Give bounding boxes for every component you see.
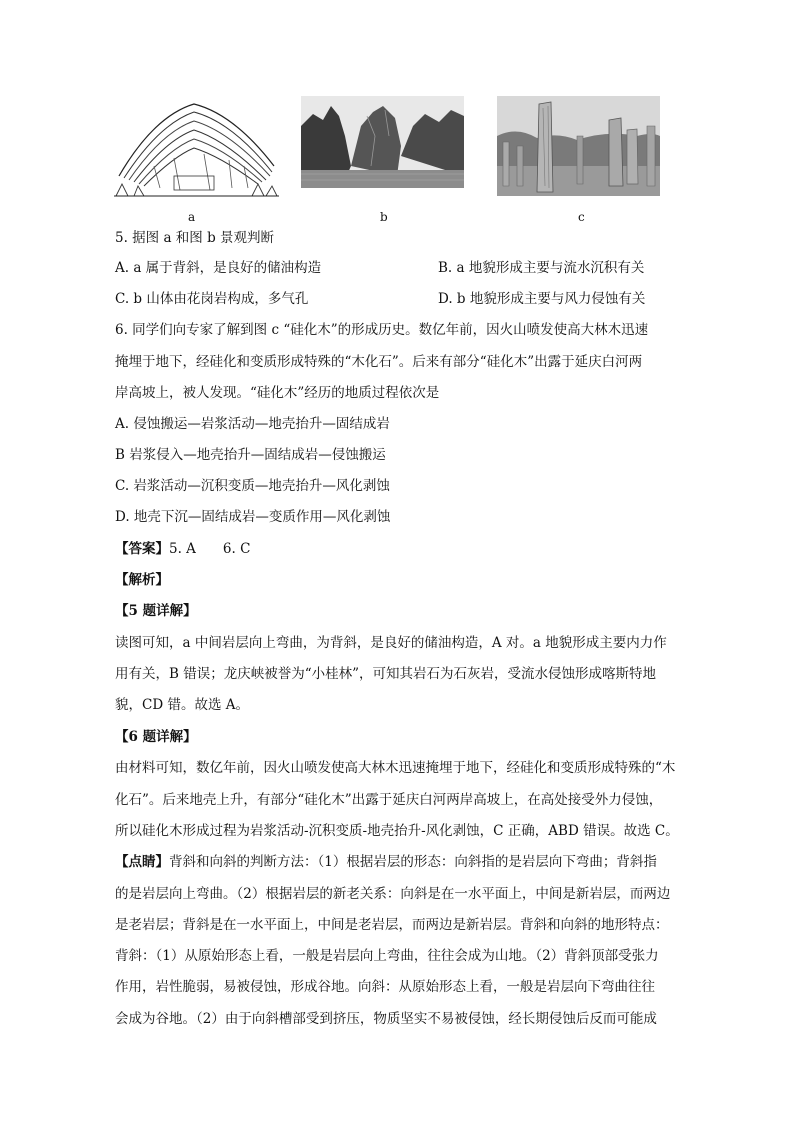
detail-6-label: 【6 题详解】 <box>115 729 197 745</box>
tip-line3: 是老岩层；背斜是在一水平面上，中间是老岩层，而两边是新岩层。背斜和向斜的地形特点： <box>115 917 669 933</box>
tip-line4: 背斜：（1）从原始形态上看，一般是岩层向上弯曲，往往会成为山地。（2）背斜顶部受张力 <box>115 948 659 964</box>
q5-option-a: A. a 属于背斜，是良好的储油构造 <box>115 260 322 276</box>
tip-line6: 会成为谷地。（2）由于向斜槽部受到挤压，物质坚实不易被侵蚀，经长期侵蚀后反而可能成 <box>115 1011 657 1027</box>
q6-option-a: A. 侵蚀搬运—岩浆活动—地壳抬升—固结成岩 <box>115 416 390 432</box>
q6-option-d: D. 地壳下沉—固结成岩—变质作用—风化剥蚀 <box>115 509 391 525</box>
tip-line5: 作用，岩性脆弱，易被侵蚀，形成谷地。向斜：从原始形态上看，一般是岩层向下弯曲往往 <box>115 979 655 995</box>
detail-6-line2: 化石”。后来地壳上升，有部分“硅化木”出露于延庆白河两岸高坡上，在高处接受外力侵蚀， <box>115 792 663 808</box>
detail-5-line2: 用有关，B 错误；龙庆峡被誉为“小桂林”，可知其岩石为石灰岩，受流水侵蚀形成喀斯特地 <box>115 666 657 682</box>
answer-label: 【答案】 <box>115 541 169 557</box>
detail-5-label: 【5 题详解】 <box>115 603 197 619</box>
figure-a-anticline <box>114 96 279 198</box>
detail-5-line1: 读图可知，a 中间岩层向上弯曲，为背斜，是良好的储油构造，A 对。a 地貌形成主要内力作 <box>115 635 667 651</box>
figure-c-caption: c <box>578 210 585 224</box>
figure-b-gorge-photo <box>301 96 464 188</box>
tip-text-line1: 背斜和向斜的判断方法：（1）根据岩层的形态：向斜指的是岩层向下弯曲；背斜指 <box>169 854 657 870</box>
q6-stem-line3: 岸高坡上，被人发现。“硅化木”经历的地质过程依次是 <box>115 385 440 401</box>
figure-a-caption: a <box>188 210 196 224</box>
q6-option-c: C. 岩浆活动—沉积变质—地壳抬升—风化剥蚀 <box>115 478 390 494</box>
q5-option-c: C. b 山体由花岗岩构成，多气孔 <box>115 291 309 307</box>
q5-option-b: B. a 地貌形成主要与流水沉积有关 <box>438 260 645 276</box>
tip-line1 <box>115 852 657 872</box>
figure-b-caption: b <box>380 210 388 224</box>
q6-stem-line1: 6. 同学们向专家了解到图 c “硅化木”的形成历史。数亿年前，因火山喷发使高大林木迅速 <box>115 322 649 338</box>
analysis-label: 【解析】 <box>115 572 169 588</box>
figure-c-petrified-wood-photo <box>497 96 660 196</box>
detail-6-line1: 由材料可知，数亿年前，因火山喷发使高大林木迅速掩埋于地下，经硅化和变质形成特殊的“木 <box>115 760 676 776</box>
q6-stem-line2: 掩埋于地下，经硅化和变质形成特殊的“木化石”。后来有部分“硅化木”出露于延庆白河两 <box>115 354 643 370</box>
q5-stem: 5. 据图 a 和图 b 景观判断 <box>115 230 275 246</box>
q6-option-b: B 岩浆侵入—地壳抬升—固结成岩—侵蚀搬运 <box>115 447 386 463</box>
answer-text: 5. A 6. C <box>169 541 251 557</box>
tip-line2: 的是岩层向上弯曲。（2）根据岩层的新老关系：向斜是在一水平面上，中间是新岩层，而两边 <box>115 886 671 902</box>
detail-6-line3: 所以硅化木形成过程为岩浆活动-沉积变质-地壳抬升-风化剥蚀，C 正确，ABD 错误。故选 C。 <box>115 823 679 839</box>
q5-option-d: D. b 地貌形成主要与风力侵蚀有关 <box>438 291 646 307</box>
tip-label: 【点睛】 <box>115 854 169 870</box>
answer-row <box>115 539 250 559</box>
detail-5-line3: 貌，CD 错。故选 A。 <box>115 697 249 713</box>
